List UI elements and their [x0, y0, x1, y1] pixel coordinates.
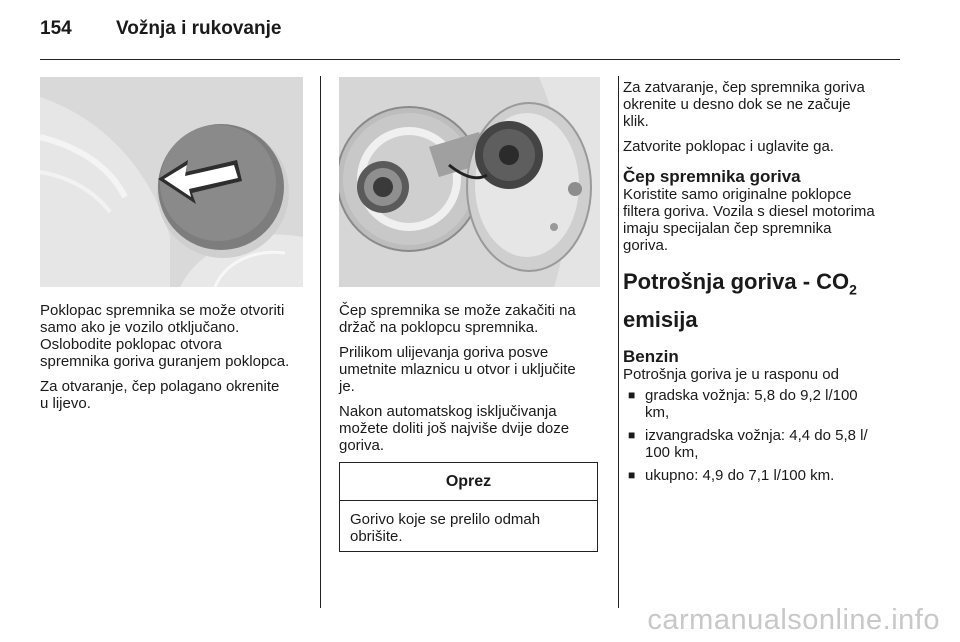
heading-fuel-cap: Čep spremnika goriva — [623, 167, 801, 186]
list-item: ■ izvangradska vožnja: 4,4 do 5,8 l/ 100 km, — [628, 427, 868, 462]
list-item: ■ ukupno: 4,9 do 7,1 l/100 km. — [628, 467, 835, 485]
paragraph-flap-release: Poklopac spremnika se može otvoriti samo ako je vozilo otključano. Oslobodite poklopac otvora spremnika goriva guranjem poklopca. — [40, 302, 290, 370]
consumption-list — [623, 387, 903, 484]
paragraph-open-cap: Za otvaranje, čep polagano okrenite u lijevo. — [40, 378, 280, 412]
column-3 — [623, 79, 903, 490]
column-1 — [40, 302, 310, 420]
paragraph-consumption-intro: Potrošnja goriva je u rasponu od — [623, 366, 839, 384]
heading-petrol: Benzin — [623, 347, 679, 367]
column-divider-2 — [618, 76, 619, 608]
paragraph-refuel-nozzle: Prilikom ulijevanja goriva posve umetnite mlaznicu u otvor i uključite je. — [339, 344, 576, 395]
paragraph-original-caps: Koristite samo originalne poklopce filtera goriva. Vozila s diesel motorima imaju specijalan čep spremnika goriva. — [623, 186, 875, 254]
chapter-title: Vožnja i rukovanje — [116, 18, 282, 39]
paragraph-close-flap: Zatvorite poklopac i uglavite ga. — [623, 138, 834, 155]
caution-title: Oprez — [340, 463, 597, 501]
caution-box — [339, 462, 598, 552]
watermark: carmanualsonline.info — [647, 604, 940, 636]
page-number: 154 — [40, 18, 72, 39]
caution-body: Gorivo koje se prelilo odmah obrišite. — [350, 511, 541, 545]
paragraph-cap-holder: Čep spremnika se može zakačiti na držač na poklopcu spremnika. — [339, 302, 576, 336]
fuel-flap-figure — [40, 77, 303, 287]
heading-fuel-consumption: Potrošnja goriva - $CO_2$ emisija — [623, 269, 857, 333]
fuel-cap-figure — [339, 77, 600, 287]
paragraph-close-cap: Za zatvaranje, čep spremnika goriva okrenite u desno dok se ne začuje klik. — [623, 79, 865, 130]
header-rule — [40, 59, 900, 60]
column-2 — [339, 302, 609, 462]
paragraph-auto-shutoff: Nakon automatskog isključivanja možete doliti još najviše dvije doze goriva. — [339, 403, 570, 454]
list-item: ■ gradska vožnja: 5,8 do 9,2 l/100 km, — [628, 387, 858, 422]
column-divider-1 — [320, 76, 321, 608]
